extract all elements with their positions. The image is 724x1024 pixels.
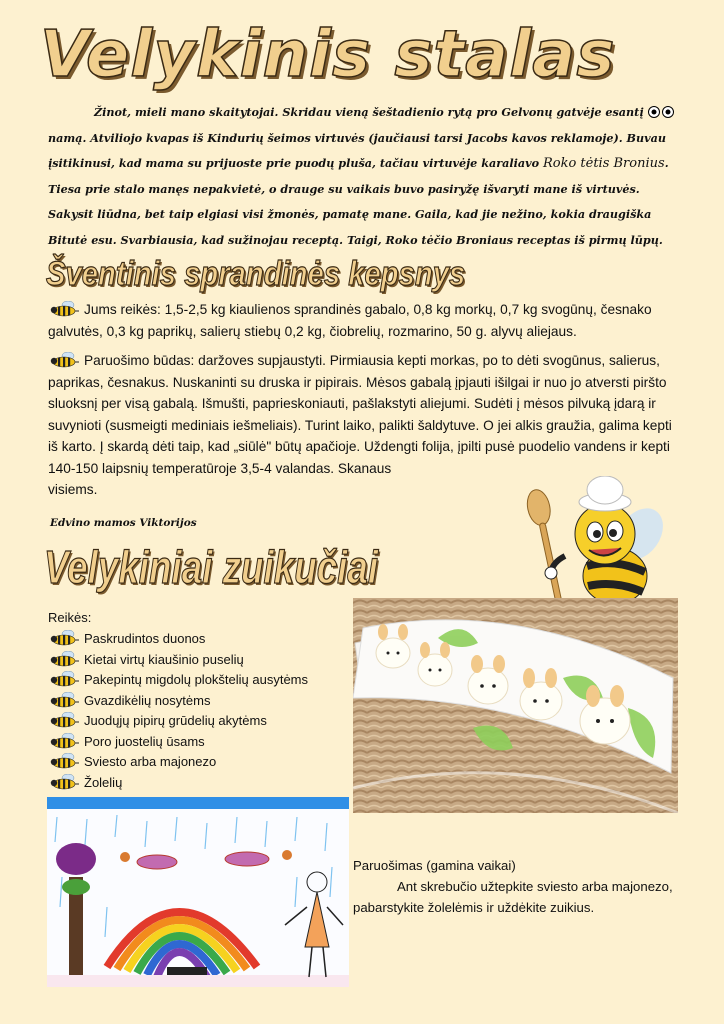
bee-bullet-icon <box>48 774 80 790</box>
intro-text-after: . Tiesa prie stalo manęs nepakvietė, o drauge su vaikais buvo pasiryžę išvaryti mane iš virtuvės. Sakysit liūdna, bet taip elgiasi visi žmonės, pamatę mane. Gaila, kad jie nežino, kokia draugiška Bitutė esu. Svarbiausia, kad sužinojau receptą. Taigi, Roko tėčio Broniaus receptas iš pirmų lūpų. <box>48 156 669 247</box>
bee-bullet-icon <box>48 352 80 368</box>
child-drawing-rainbow <box>47 797 349 987</box>
bee-bullet-icon <box>48 630 80 646</box>
recipe1-method-end: visiems. <box>48 482 98 497</box>
prep-heading: Paruošimas (gamina vaikai) <box>353 858 516 873</box>
recipe1-ingredients <box>48 299 678 342</box>
intro-text-before: Žinot, mieli mano skaitytojai. Skridau vieną šeštadienio rytą pro Gelvonų gatvėje esantį <box>94 105 648 119</box>
bee-bullet-icon <box>48 692 80 708</box>
recipe2-byline: Edvino mamos Viktorijos <box>50 517 197 529</box>
list-item: Poro juostelių ūsams <box>48 732 348 753</box>
bee-bullet-icon <box>48 733 80 749</box>
bee-bullet-icon <box>48 651 80 667</box>
ingredients-heading: Reikės: <box>48 610 92 625</box>
egg-bunnies-plate-photo <box>353 598 678 813</box>
bee-bullet-icon <box>48 712 80 728</box>
intro-name: Roko tėtis Bronius <box>542 156 665 171</box>
list-item: Juodųjų pipirų grūdelių akytėms <box>48 711 348 732</box>
list-item: Pakepintų migdolų plokštelių ausytėms <box>48 670 348 691</box>
page-title: Velykinis stalas <box>40 18 616 92</box>
intro-text-middle: namą. Atviliojo kvapas iš Kindurių šeimos virtuvės (jaučiausi tarsi Jacobs kavos reklamoje). Buvau įsitikinusi, kad mama su prijuoste prie puodų pluša, tačiau virtuvėje karaliavo <box>48 130 667 170</box>
eyes-icon <box>647 106 677 118</box>
recipe2-ingredients <box>48 609 348 793</box>
list-item: Kietai virtų kiaušinio puselių <box>48 650 348 671</box>
recipe2-title: Velykiniai zuikučiai <box>44 541 379 593</box>
recipe1-title: Šventinis sprandinės kepsnys <box>46 255 466 293</box>
bee-bullet-icon <box>48 753 80 769</box>
ingredients-list <box>48 629 348 793</box>
list-item: Žolelių <box>48 773 348 794</box>
list-item: Paskrudintos duonos <box>48 629 348 650</box>
recipe1-method-text: Paruošimo būdas: daržoves supjaustyti. Pirmiausia kepti morkas, po to dėti svogūnus, salierus, paprikas, česnakus. Nuskaninti su druska ir pipirais. Mėsos gabalą įpjauti išilgai ir nuo jo atversti piršto sluoksnį per visą gabalą. Išmušti, paprieskoniauti, pašlakstyti aliejumi. Sudėti į mėsos pilvuką įdarą ir suvynioti (susmeigti mediniais iešmeliais). Turint laiko, palikti šaldytuve. O jei alkis graužia, galima kepti iš karto. Į skardą dėti taip, kad „siūlė" būtų apačioje. Uždengti folija, įpilti pusė puodelio vandens ir kepti 140-150 laipsnių temperatūroje 3,5-4 valandas. Skanaus <box>48 353 672 476</box>
recipe1-ingredients-text: Jums reikės: 1,5-2,5 kg kiaulienos sprandinės gabalo, 0,8 kg morkų, 0,7 kg svogūnų, česnako galvutės, 0,3 kg paprikų, salierų stiebų 0,2 kg, čiobrelių, rozmarino, 50 g. alyvų aliejaus. <box>48 302 652 339</box>
bee-bullet-icon <box>48 671 80 687</box>
list-item: Gvazdikėlių nosytėms <box>48 691 348 712</box>
intro-paragraph <box>48 100 688 253</box>
recipe2-preparation <box>353 855 673 918</box>
prep-text: Ant skrebučio užtepkite sviesto arba majonezo, pabarstykite žolelėmis ir uždėkite zuikius. <box>353 879 673 915</box>
list-item: Sviesto arba majonezo <box>48 752 348 773</box>
bee-bullet-icon <box>48 301 80 317</box>
